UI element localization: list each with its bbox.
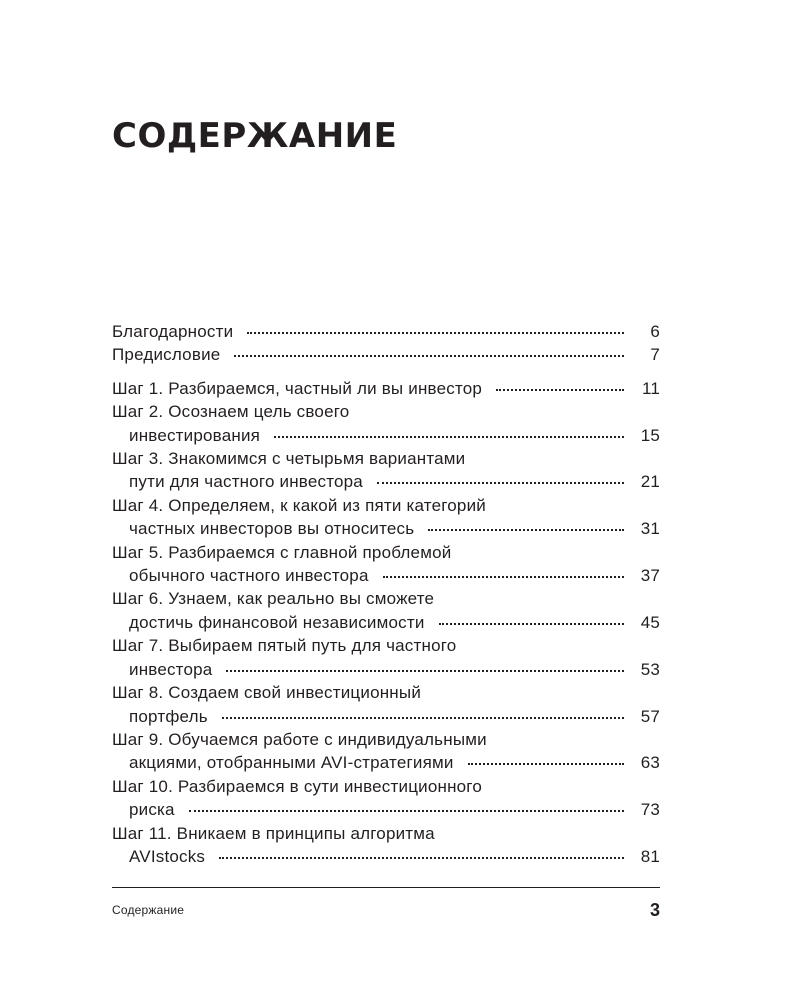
toc-entry[interactable] — [112, 634, 660, 681]
footer-divider — [112, 887, 660, 888]
dot-leader — [439, 623, 624, 625]
toc-entry-line — [112, 751, 660, 774]
dot-leader — [377, 482, 624, 484]
toc-entry[interactable] — [112, 728, 660, 775]
toc-entry-line — [112, 320, 660, 343]
toc-entry-line — [112, 470, 660, 493]
toc-entry-line — [112, 424, 660, 447]
toc-entry-line — [112, 587, 660, 610]
toc-entry-line — [112, 541, 660, 564]
dot-leader — [383, 576, 624, 578]
toc-entry-text: Шаг 9. Обучаемся работе с индивидуальными — [112, 729, 487, 749]
toc-page-number: 7 — [650, 345, 660, 365]
toc-page-number: 81 — [640, 846, 660, 866]
toc-entry-text: Шаг 5. Разбираемся с главной проблемой — [112, 542, 452, 562]
toc-entry-text: Шаг 3. Знакомимся с четырьмя вариантами — [112, 449, 466, 469]
toc-entry-text: Шаг 10. Разбираемся в сути инвестиционного — [112, 776, 482, 796]
page-title: СОДЕРЖАНИЕ — [112, 116, 398, 156]
dot-leader — [219, 857, 624, 859]
toc-page-number: 15 — [640, 425, 660, 445]
dot-leader — [247, 332, 624, 334]
running-footer-section: Содержание — [112, 903, 185, 917]
dot-leader — [468, 763, 624, 765]
dot-leader — [428, 529, 624, 531]
toc-entry-line — [112, 343, 660, 366]
toc-entry-line — [112, 377, 660, 400]
toc-entry[interactable] — [112, 494, 660, 541]
toc-entry-text: Шаг 2. Осознаем цель своего — [112, 402, 350, 422]
toc-page-number: 53 — [640, 659, 660, 679]
toc-entry[interactable] — [112, 320, 660, 343]
toc-entry-text: AVIstocks — [129, 846, 206, 866]
toc-entry-line — [112, 658, 660, 681]
toc-entry-text: инвестора — [129, 659, 213, 679]
dot-leader — [274, 436, 624, 438]
toc-entry-text: Предисловие — [112, 345, 221, 365]
toc-entry-text: Шаг 1. Разбираемся, частный ли вы инвестор — [112, 378, 483, 398]
toc-entry-text: портфель — [129, 706, 208, 726]
toc-entry-line — [112, 681, 660, 704]
dot-leader — [189, 810, 624, 812]
toc-entry-line — [112, 400, 660, 423]
toc-entry-line — [112, 845, 660, 868]
footer-page-number: 3 — [649, 900, 660, 920]
toc-entry[interactable] — [112, 822, 660, 869]
toc-entry-line — [112, 611, 660, 634]
toc-entry-text: достичь финансовой независимости — [129, 612, 425, 632]
toc-entry-line — [112, 728, 660, 751]
toc-entry[interactable] — [112, 775, 660, 822]
toc-entry-text: Шаг 7. Выбираем пятый путь для частного — [112, 636, 457, 656]
toc-entry-text: частных инвесторов вы относитесь — [129, 519, 415, 539]
toc-entry[interactable] — [112, 400, 660, 447]
toc-page-number: 21 — [640, 472, 660, 492]
toc-entry-line — [112, 775, 660, 798]
toc-entry-text: риска — [129, 800, 175, 820]
toc-entry-text: Шаг 8. Создаем свой инвестиционный — [112, 683, 422, 703]
toc-entry-line — [112, 634, 660, 657]
toc-entry[interactable] — [112, 681, 660, 728]
toc-entry[interactable] — [112, 541, 660, 588]
toc-entry-text: обычного частного инвестора — [129, 566, 369, 586]
toc-entry-line — [112, 705, 660, 728]
toc-entry-text: Благодарности — [112, 322, 234, 341]
toc-entry-line — [112, 822, 660, 845]
toc-entry[interactable] — [112, 343, 660, 366]
toc-entry[interactable] — [112, 447, 660, 494]
toc-page-number: 11 — [641, 378, 660, 398]
toc-page-number: 45 — [640, 612, 660, 632]
toc-entry-text: инвестирования — [129, 425, 261, 445]
toc-page-number: 6 — [650, 322, 660, 341]
toc-page-number: 37 — [640, 566, 660, 586]
table-of-contents — [112, 320, 660, 868]
toc-entry-text: Шаг 4. Определяем, к какой из пяти категорий — [112, 495, 486, 515]
toc-page-number: 63 — [640, 753, 660, 773]
toc-page-number: 31 — [640, 519, 660, 539]
dot-leader — [226, 670, 624, 672]
toc-entry-line — [112, 798, 660, 821]
toc-page-number: 57 — [640, 706, 660, 726]
toc-page-number: 73 — [640, 800, 660, 820]
toc-entry-line — [112, 517, 660, 540]
toc-entry-text: пути для частного инвестора — [129, 472, 363, 492]
toc-entry-text: Шаг 11. Вникаем в принципы алгоритма — [112, 823, 435, 843]
toc-entry-line — [112, 447, 660, 470]
dot-leader — [234, 355, 624, 357]
dot-leader — [496, 389, 624, 391]
toc-entry-text: Шаг 6. Узнаем, как реально вы сможете — [112, 589, 435, 609]
toc-entry-text: акциями, отобранными AVI-стратегиями — [129, 753, 454, 773]
toc-entry[interactable] — [112, 377, 660, 400]
toc-entry-line — [112, 494, 660, 517]
toc-entry[interactable] — [112, 587, 660, 634]
toc-entry-line — [112, 564, 660, 587]
dot-leader — [222, 717, 624, 719]
